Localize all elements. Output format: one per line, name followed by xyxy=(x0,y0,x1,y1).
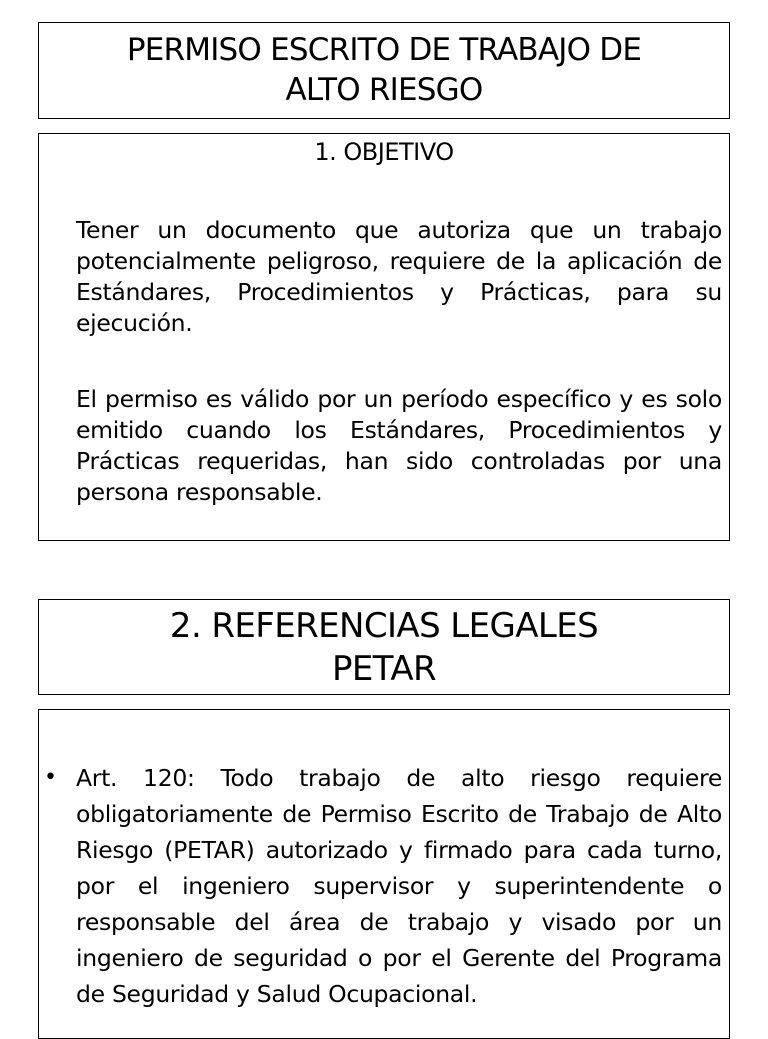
objetivo-heading: 1. OBJETIVO xyxy=(314,138,454,166)
objetivo-paragraph-2: El permiso es válido por un período específico y es solo emitido cuando los Estándares, Procedimientos y Prácticas requeridas, han sido controladas por una persona responsable. xyxy=(76,385,722,506)
articulo-section xyxy=(38,709,730,1039)
articulo-120-text: Art. 120: Todo trabajo de alto riesgo requiere obligatoriamente de Permiso Escrito de Trabajo de Alto Riesgo (PETAR) autorizado y firmado para cada turno, por el ingeniero supervisor y superintendente o responsable del área de trabajo y visado por un ingeniero de seguridad o por el Gerente del Programa de Seguridad y Salud Ocupacional. xyxy=(76,764,722,1008)
document-title-line-1: PERMISO ESCRITO DE TRABAJO DE xyxy=(126,32,642,68)
referencias-title-box xyxy=(38,599,730,695)
referencias-title-line-2: PETAR xyxy=(332,649,436,689)
document-title-line-2: ALTO RIESGO xyxy=(285,72,483,108)
objetivo-section xyxy=(38,133,730,541)
bullet-icon: • xyxy=(44,765,57,790)
objetivo-paragraph-1: Tener un documento que autoriza que un trabajo potencialmente peligroso, requiere de la aplicación de Estándares, Procedimientos y Prácticas, para su ejecución. xyxy=(76,216,722,337)
document-title-box xyxy=(38,22,730,119)
referencias-title-line-1: 2. REFERENCIAS LEGALES xyxy=(169,606,599,646)
